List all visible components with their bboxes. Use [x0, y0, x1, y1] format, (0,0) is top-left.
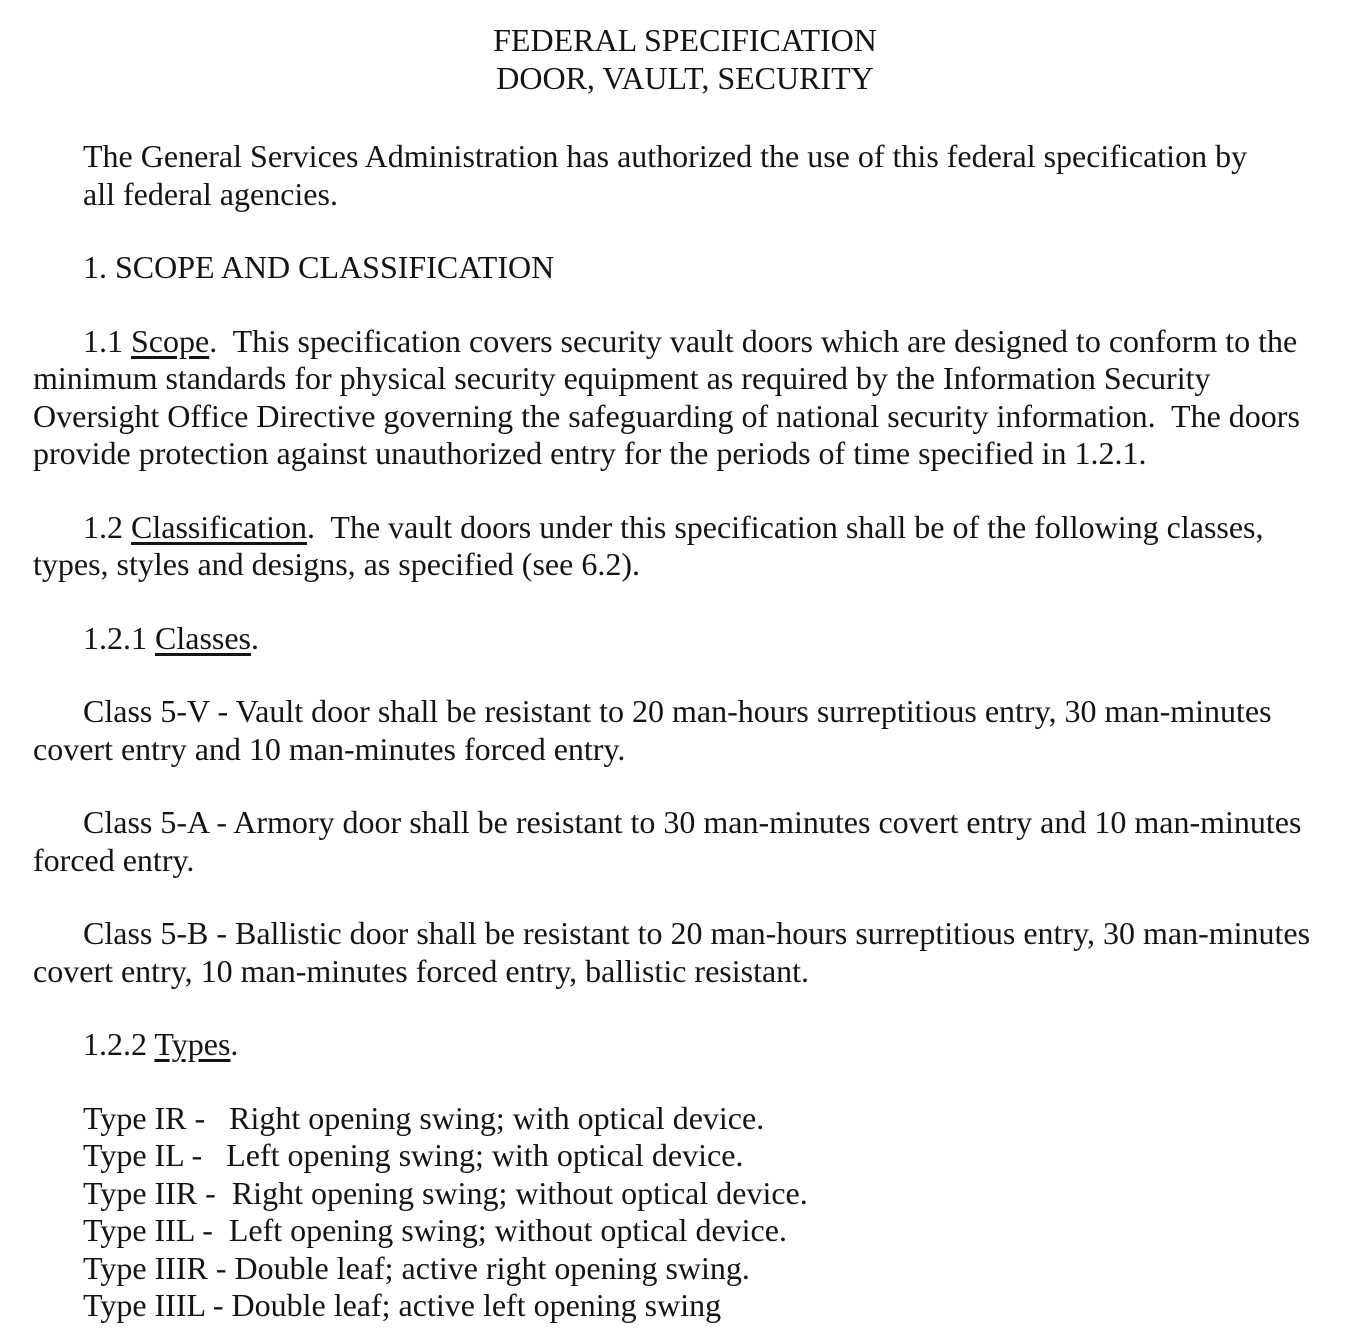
text-segment: 1.2.2 — [83, 1026, 155, 1062]
text-segment: Oversight Office Directive governing the safeguarding of national security information. The doors — [33, 397, 1300, 434]
text-line — [33, 360, 1350, 398]
paragraph-class-5-b — [33, 915, 1350, 990]
text-line — [33, 804, 1350, 842]
text-line — [33, 546, 1350, 584]
text-line — [33, 176, 1350, 214]
text-segment: Type IIIL - Double leaf; active left opening swing — [83, 1287, 722, 1323]
underlined-term: Classification — [131, 508, 307, 545]
text-line — [33, 1026, 1350, 1064]
text-line — [33, 323, 1350, 361]
heading-1-2-2-types — [33, 1026, 1350, 1064]
text-line — [33, 953, 1350, 991]
underlined-term: Types — [154, 1026, 231, 1062]
text-line — [33, 435, 1350, 473]
text-segment: Class 5-V - Vault door shall be resistant to 20 man-hours surreptitious entry, 30 man-minutes — [83, 693, 1272, 729]
text-segment: The General Services Administration has authorized the use of this federal specification by — [83, 138, 1248, 174]
text-segment: Type IR - Right opening swing; with optical device. — [83, 1099, 765, 1136]
text-segment: . This specification covers security vault doors which are designed to conform to the — [209, 322, 1298, 359]
text-segment: Type IIIR - Double leaf; active right opening swing. — [83, 1249, 750, 1286]
text-line — [33, 249, 1350, 287]
text-segment: Type IIL - Left opening swing; without optical device. — [83, 1212, 787, 1248]
paragraph-1-1-scope — [33, 323, 1350, 473]
text-line — [33, 1137, 1350, 1175]
title-line-door-vault-security: DOOR, VAULT, SECURITY — [496, 59, 874, 96]
text-line — [33, 1212, 1350, 1250]
text-segment: all federal agencies. — [83, 175, 338, 212]
text-line — [33, 509, 1350, 547]
text-segment: Type IL - Left opening swing; with optical device. — [83, 1137, 744, 1173]
text-segment: . — [251, 619, 259, 656]
text-line — [33, 693, 1350, 731]
text-segment: covert entry, 10 man-minutes forced entry, ballistic resistant. — [33, 952, 810, 989]
title-line-federal-specification: FEDERAL SPECIFICATION — [493, 22, 877, 58]
document-title — [0, 22, 1370, 97]
text-segment: forced entry. — [33, 841, 195, 878]
text-line — [33, 1250, 1350, 1288]
text-segment: 1.2.1 — [83, 619, 155, 656]
text-segment: Class 5-A - Armory door shall be resistant to 30 man-minutes covert entry and 10 man-minutes — [83, 804, 1302, 840]
text-segment: . — [230, 1026, 239, 1062]
text-segment: Class 5-B - Ballistic door shall be resistant to 20 man-hours surreptitious entry, 30 man-minutes — [83, 915, 1311, 951]
text-segment: minimum standards for physical security equipment as required by the Information Security — [33, 360, 1211, 396]
text-segment: covert entry and 10 man-minutes forced entry. — [33, 730, 626, 767]
paragraph-1-2-classification — [33, 509, 1350, 584]
underlined-term: Classes — [155, 619, 251, 656]
heading-1-2-1-classes — [33, 620, 1350, 658]
intro-paragraph — [33, 138, 1350, 213]
text-segment: 1.2 — [83, 508, 131, 545]
text-line — [33, 731, 1350, 769]
text-line — [33, 1287, 1350, 1325]
text-segment: provide protection against unauthorized entry for the periods of time specified in 1.2.1. — [33, 435, 1147, 471]
text-line — [33, 1100, 1350, 1138]
text-segment: 1.1 — [83, 322, 131, 359]
types-list — [33, 1100, 1350, 1325]
text-line — [33, 620, 1350, 658]
text-segment: Type IIR - Right opening swing; without optical device. — [83, 1174, 808, 1211]
text-line — [33, 915, 1350, 953]
paragraph-class-5-v — [33, 693, 1350, 768]
underlined-term: Scope — [131, 322, 210, 359]
text-line — [33, 398, 1350, 436]
section-1-heading — [33, 249, 1350, 287]
document-body — [0, 138, 1370, 1325]
text-line — [33, 842, 1350, 880]
text-segment: . The vault doors under this specification shall be of the following classes, — [306, 508, 1264, 545]
text-segment: 1. SCOPE AND CLASSIFICATION — [83, 249, 555, 285]
text-line — [33, 138, 1350, 176]
text-segment: types, styles and designs, as specified (see 6.2). — [33, 546, 640, 582]
text-line — [33, 1175, 1350, 1213]
paragraph-class-5-a — [33, 804, 1350, 879]
